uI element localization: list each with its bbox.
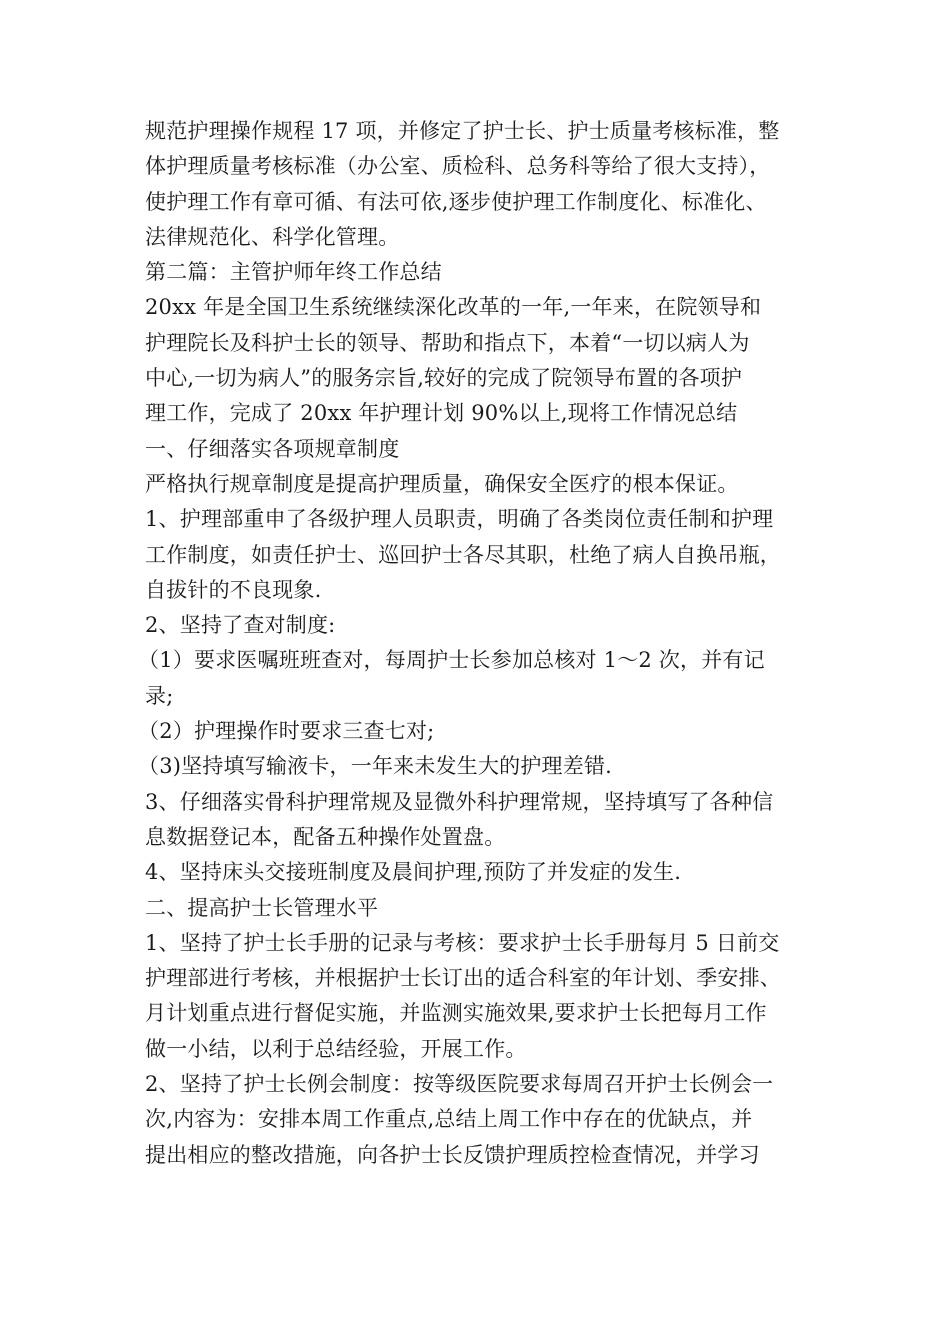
text-line: 自拔针的不良现象. (145, 577, 322, 602)
text-line: 护理部进行考核，并根据护士长订出的适合科室的年计划、季安排、 (145, 966, 781, 991)
text-line: 做一小结，以利于总结经验，开展工作。 (145, 1036, 527, 1061)
text-line: 中心,一切为病人”的服务宗旨,较好的完成了院领导布置的各项护 (145, 366, 743, 391)
text-line: 20xx 年是全国卫生系统继续深化改革的一年,一年来，在院领导和 (145, 295, 762, 320)
section-heading: 二、提高护士长管理水平 (145, 895, 379, 920)
text-line: （2）护理操作时要求三查七对; (138, 719, 435, 744)
text-line: 严格执行规章制度是提高护理质量，确保安全医疗的根本保证。 (145, 471, 739, 496)
text-line: 息数据登记本，配备五种操作处置盘。 (145, 824, 506, 849)
text-line: 护理院长及科护士长的领导、帮助和指点下，本着“一切以病人为 (145, 330, 750, 355)
text-line: 1、护理部重申了各级护理人员职责，明确了各类岗位责任制和护理 (145, 507, 774, 532)
text-line: 理工作，完成了 20xx 年护理计划 90%以上,现将工作情况总结 (145, 401, 738, 426)
text-line: 3、仔细落实骨科护理常规及显微外科护理常规，坚持填写了各种信 (145, 789, 774, 814)
text-line: 2、坚持了查对制度: (145, 613, 336, 638)
text-line: 体护理质量考核标准（办公室、质检科、总务科等给了很大支持）， (145, 154, 771, 179)
text-line: 工作制度，如责任护士、巡回护士各尽其职，杜绝了病人自换吊瓶， (145, 542, 781, 567)
text-line: 使护理工作有章可循、有法可依,逐步使护理工作制度化、标准化、 (145, 189, 767, 214)
text-line: （1）要求医嘱班班查对，每周护士长参加总核对 1～2 次，并有记 (138, 648, 765, 673)
text-line: 提出相应的整改措施，向各护士长反馈护理质控检查情况，并学习 (145, 1142, 760, 1167)
section-heading: 一、仔细落实各项规章制度 (145, 436, 400, 461)
text-line: 1、坚持了护士长手册的记录与考核：要求护士长手册每月 5 日前交 (145, 930, 780, 955)
text-line: 法律规范化、科学化管理。 (145, 224, 400, 249)
text-line: 录; (145, 683, 174, 708)
text-line: 2、坚持了护士长例会制度：按等级医院要求每周召开护士长例会一 (145, 1072, 774, 1097)
document-body (138, 114, 815, 1173)
text-line: 月计划重点进行督促实施，并监测实施效果,要求护士长把每月工作 (145, 1001, 767, 1026)
text-line: （3)坚持填写输液卡，一年来未发生大的护理差错. (138, 754, 613, 779)
text-line: 规范护理操作规程 17 项，并修定了护士长、护士质量考核标准，整 (145, 119, 780, 143)
text-line: 次,内容为：安排本周工作重点,总结上周工作中存在的优缺点，并 (145, 1107, 753, 1132)
text-line: 4、坚持床头交接班制度及晨间护理,预防了并发症的发生. (145, 860, 682, 885)
section-title: 第二篇：主管护师年终工作总结 (145, 260, 442, 285)
